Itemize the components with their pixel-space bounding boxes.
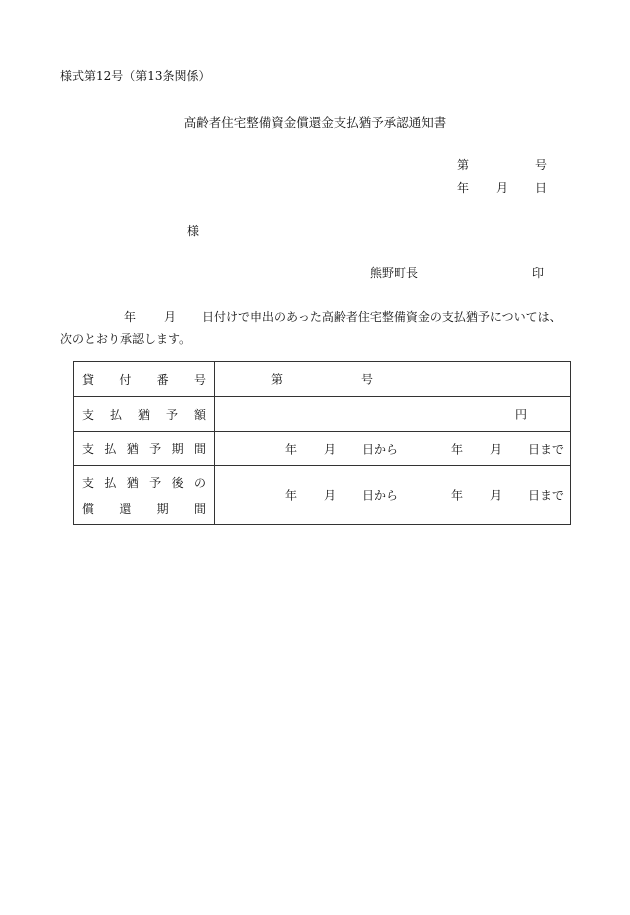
table-row-loan-number [74,362,571,397]
amount-unit: 円 [515,407,528,422]
deferred-amount-value [215,397,571,432]
loan-number-label: 貸 付 番 号 [74,362,215,397]
body-year: 年 [124,310,137,324]
body-month: 月 [164,310,177,324]
doc-date-month: 月 [496,181,509,195]
repayment-period-value: 年 月 日から 年 月 日まで [215,466,571,525]
table-row-deferral-period [74,432,571,466]
doc-number-suffix: 号 [535,158,548,172]
body-text-rest: 日付けで申出のあった高齢者住宅整備資金の支払猶予については、 [202,310,562,324]
deferral-period-label: 支 払 猶 予 期 間 [74,432,215,466]
document-title: 高齢者住宅整備資金償還金支払猶予承認通知書 [183,115,447,130]
doc-number-prefix: 第 [457,158,470,172]
loan-number-prefix: 第 [271,372,284,387]
doc-date-year: 年 [457,181,470,195]
table-row-repayment-period [74,466,571,525]
form-number: 様式第12号（第13条関係） [60,69,211,83]
loan-number-suffix: 号 [361,372,374,387]
deferred-amount-label: 支 払 猶 予 額 [74,397,215,432]
loan-number-value [215,362,571,397]
body-text-line-2: 次のとおり承認します。 [60,332,192,346]
approval-table [73,361,571,525]
addressee-suffix: 様 [187,224,200,238]
table-row-deferred-amount [74,397,571,432]
repayment-period-label: 支 払 猶 予 後 の 償 還 期 間 [74,466,215,525]
doc-date-day: 日 [535,181,548,195]
deferral-period-value: 年 月 日から 年 月 日まで [215,432,571,466]
seal-mark: 印 [532,266,545,280]
issuer-name: 熊野町長 [370,266,419,280]
